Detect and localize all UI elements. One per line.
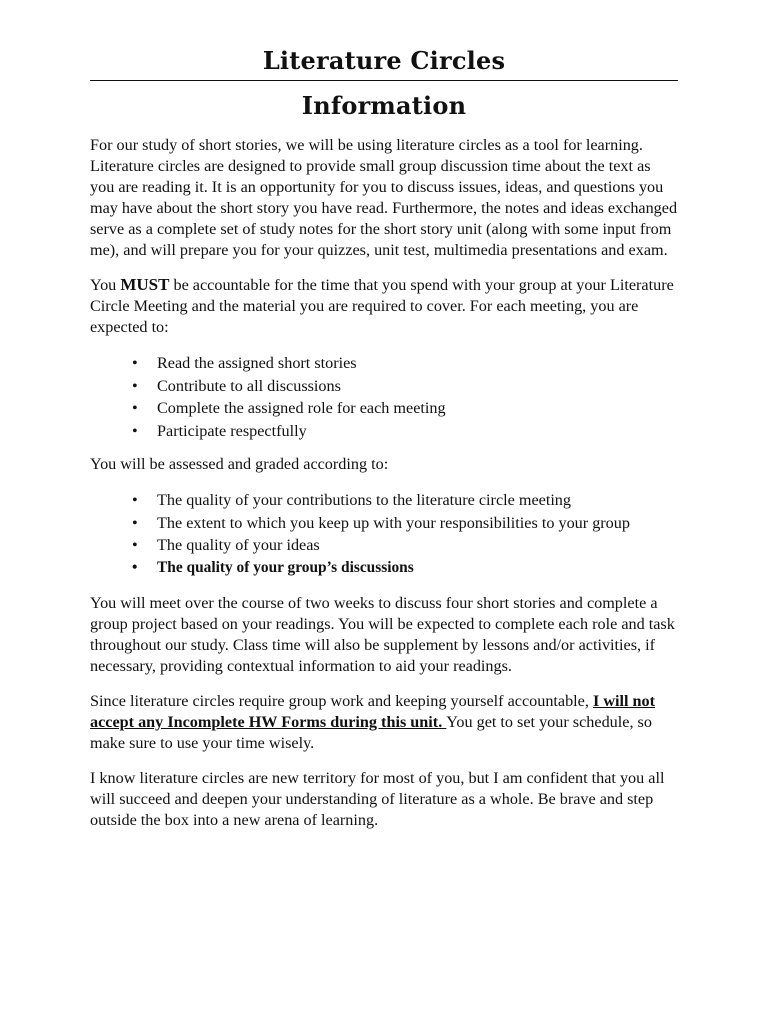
document-subtitle: Information [301, 91, 467, 120]
list-item [132, 534, 678, 557]
assessment-intro: You will be assessed and graded according to: [90, 455, 389, 473]
assessment-list [90, 489, 678, 579]
bullet-icon: • [132, 376, 138, 395]
list-item-text: Participate respectfully [157, 421, 307, 440]
document-title: Literature Circles [262, 46, 506, 75]
list-item [132, 420, 678, 443]
accountability-lead: You [90, 276, 121, 294]
list-item [132, 397, 678, 420]
bullet-icon: • [132, 491, 138, 509]
hw-policy-rest: You get to set your schedule, so make sure to use your time wisely. [90, 713, 652, 752]
bullet-icon: • [132, 558, 138, 576]
list-item-text: Contribute to all discussions [157, 376, 341, 395]
accountability-paragraph [90, 274, 678, 338]
bullet-icon: • [132, 513, 138, 532]
hw-policy-emphasis: I will not accept any Incomplete HW Forms during this unit. [90, 692, 656, 731]
hw-policy-lead: Since literature circles require group work and keeping yourself accountable, [90, 692, 593, 710]
list-item-text: Read the assigned short stories [157, 354, 357, 372]
hw-policy-paragraph [90, 691, 678, 754]
closing-paragraph: I know literature circles are new territory for most of you, but I am confident that you all will succeed and deepen your understanding of literature as a whole. Be brave and step outside the box into a new arena of learning. [90, 769, 665, 829]
list-item [132, 512, 678, 535]
bullet-icon: • [132, 399, 138, 417]
list-item-text: The quality of your group’s discussions [157, 558, 414, 576]
schedule-paragraph: You will meet over the course of two weeks to discuss four short stories and complete a group project based on your readings. You will be expected to complete each role and task throughout our study. Class time will also be supplement by lessons and/or activities, if necessary, providing contextual information to aid your readings. [90, 594, 675, 675]
intro-paragraph: For our study of short stories, we will be using literature circles as a tool for learning. Literature circles are designed to provide small group discussion time about the text as you are reading it. It is an opportunity for you to discuss issues, ideas, and questions you may have about the short story you have read. Furthermore, the notes and ideas exchanged serve as a complete set of study notes for the short story unit (along with some input from me), and will prepare you for your quizzes, unit test, multimedia presentations and exam. [90, 136, 678, 259]
must-emphasis: MUST [120, 275, 170, 294]
bullet-icon: • [132, 354, 138, 372]
title-divider [90, 80, 678, 81]
expectations-list [90, 352, 678, 442]
list-item [132, 489, 678, 512]
list-item-text: The quality of your contributions to the literature circle meeting [157, 491, 571, 509]
list-item [132, 557, 678, 580]
list-item-text: The quality of your ideas [157, 536, 320, 554]
list-item [132, 352, 678, 375]
list-item [132, 375, 678, 398]
list-item-text: Complete the assigned role for each meeting [157, 399, 446, 417]
bullet-icon: • [132, 421, 138, 440]
list-item-text: The extent to which you keep up with your responsibilities to your group [157, 513, 630, 532]
accountability-rest: be accountable for the time that you spend with your group at your Literature Circle Meeting and the material you are required to cover. For each meeting, you are expected to: [90, 276, 674, 336]
bullet-icon: • [132, 536, 138, 554]
